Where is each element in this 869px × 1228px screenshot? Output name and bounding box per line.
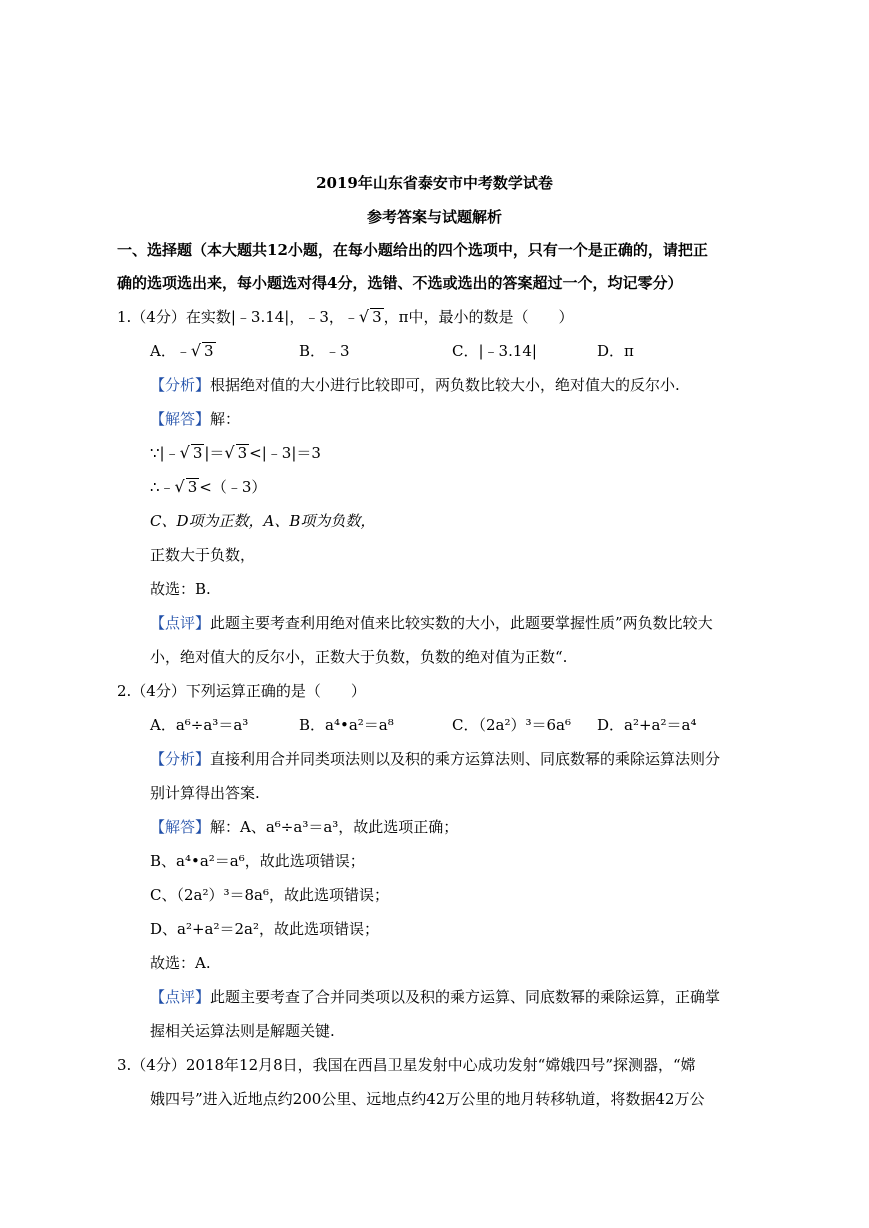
sqrt-symbol-icon: √ — [224, 443, 235, 462]
q2-option-a: A．a⁶÷a³＝a³ — [150, 716, 249, 734]
q3-stem-line-1: 3.（4分）2018年12月8日，我国在西昌卫星发射中心成功发射“嫦娥四号”探测器，“嫦 — [117, 1056, 696, 1074]
q1-step1-b: 3 — [192, 444, 203, 462]
analysis-tag: 【分析】 — [150, 376, 211, 394]
comment-tag: 【点评】 — [150, 614, 211, 632]
q1-step1-d: 3 — [237, 444, 248, 462]
q1-step1-a: ∵|﹣ — [150, 444, 180, 462]
q1-stem-part-c: ，π中，最小的数是（ ） — [383, 308, 574, 326]
q2-analysis-text-1: 直接利用合并同类项法则以及积的乘方运算法则、同底数幂的乘除运算法则分 — [210, 750, 721, 768]
q1-step-5: 故选：B. — [150, 580, 211, 598]
q1-step-3: C、D项为正数，A、B项为负数， — [150, 512, 376, 530]
q1-comment-line-2: 小，绝对值大的反尔小，正数大于负数，负数的绝对值为正数“. — [150, 648, 568, 666]
q1-option-a-prefix: A．﹣ — [150, 342, 191, 360]
q2-comment-text-1: 此题主要考查了合并同类项以及积的乘方运算、同底数幂的乘除运算，正确掌 — [210, 988, 721, 1006]
q2-comment-line-1 — [150, 987, 720, 1007]
q2-solution-line-5: 故选：A. — [150, 954, 211, 972]
q2-stem: 2.（4分）下列运算正确的是（ ） — [117, 682, 366, 700]
q1-step-4: 正数大于负数， — [150, 546, 256, 564]
q1-stem-radicand: 3 — [372, 308, 382, 326]
q1-analysis-text: 根据绝对值的大小进行比较即可，两负数比较大小，绝对值大的反尔小. — [210, 376, 680, 394]
q2-option-c: C．（2a²）³＝6a⁶ — [452, 716, 571, 734]
section-heading-line-2: 确的选项选出来，每小题选对得4分，选错、不选或选出的答案超过一个，均记零分） — [117, 274, 683, 292]
q2-solution-line-3: C、（2a²）³＝8a⁶，故此选项错误； — [150, 886, 389, 904]
q1-option-d: D．π — [597, 342, 634, 360]
q2-analysis-line-1 — [150, 749, 720, 769]
q2-option-d: D．a²+a²＝a⁴ — [597, 716, 697, 734]
sqrt-symbol-icon: √ — [190, 341, 202, 360]
q1-step-2 — [150, 477, 266, 497]
q2-solution-line-2: B、a⁴•a²＝a⁶，故此选项错误； — [150, 852, 365, 870]
q1-stem-part-a: 1.（4分）在实数|﹣3.14|，﹣3，﹣ — [117, 308, 359, 326]
q1-solution — [150, 409, 240, 429]
q1-option-b: B．﹣3 — [299, 342, 350, 360]
q2-solution-text-1: 解：A、a⁶÷a³＝a³，故此选项正确； — [210, 818, 459, 836]
q1-step1-e: <|﹣3|＝3 — [249, 444, 321, 462]
q1-stem — [117, 307, 574, 327]
q2-comment-line-2: 握相关运算法则是解题关键. — [150, 1022, 335, 1040]
q2-option-b: B．a⁴•a²＝a⁸ — [299, 716, 394, 734]
q1-step2-a: ∴﹣ — [150, 478, 175, 496]
q2-analysis-line-2: 别计算得出答案. — [150, 784, 260, 802]
page-title: 2019年山东省泰安市中考数学试卷 — [316, 174, 553, 192]
analysis-tag: 【分析】 — [150, 750, 211, 768]
sqrt-symbol-icon: √ — [179, 443, 190, 462]
q3-stem-line-2: 娥四号”进入近地点约200公里、远地点约42万公里的地月转移轨道，将数据42万公 — [150, 1090, 705, 1108]
q1-comment-line-1 — [150, 613, 713, 633]
q1-step2-c: <（﹣3） — [199, 478, 267, 496]
q2-solution-line-1 — [150, 817, 458, 837]
q1-option-a-radicand: 3 — [204, 342, 214, 360]
solution-tag: 【解答】 — [150, 410, 211, 428]
page-subtitle: 参考答案与试题解析 — [366, 208, 502, 226]
q1-step2-b: 3 — [187, 478, 198, 496]
comment-tag: 【点评】 — [150, 988, 211, 1006]
q1-step1-c: |＝ — [204, 444, 225, 462]
q1-step-1 — [150, 443, 321, 463]
q1-option-a — [150, 341, 216, 361]
sqrt-symbol-icon: √ — [358, 307, 370, 326]
q2-solution-line-4: D、a²+a²＝2a²，故此选项错误； — [150, 920, 380, 938]
q1-comment-text-1: 此题主要考查利用绝对值来比较实数的大小，此题要掌握性质”两负数比较大 — [210, 614, 713, 632]
section-heading-line-1: 一、选择题（本大题共12小题，在每小题给出的四个选项中，只有一个是正确的，请把正 — [117, 241, 708, 259]
q1-option-c: C．|﹣3.14| — [452, 342, 537, 360]
sqrt-symbol-icon: √ — [174, 477, 185, 496]
q1-analysis — [150, 375, 680, 395]
solution-tag: 【解答】 — [150, 818, 211, 836]
q1-solution-head: 解： — [210, 410, 241, 428]
